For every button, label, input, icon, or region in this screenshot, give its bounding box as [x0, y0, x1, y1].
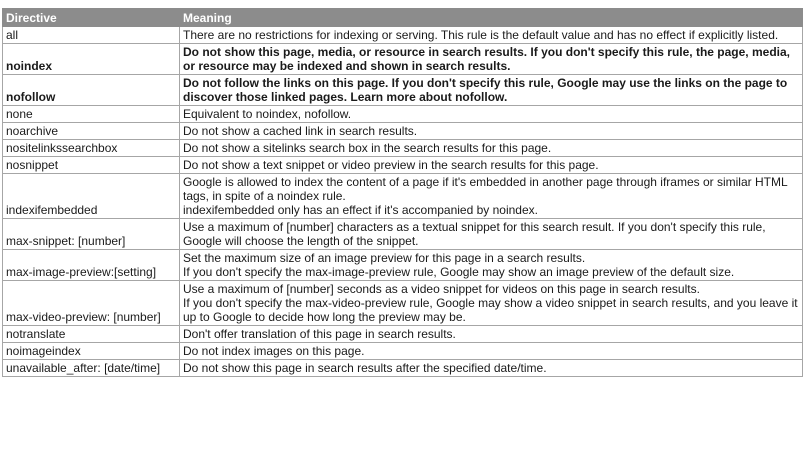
meaning-line: Do not show a sitelinks search box in the search results for this page. — [183, 141, 552, 155]
table-row — [3, 75, 803, 106]
table-header-row — [3, 9, 803, 27]
directive-column-header: Directive — [3, 9, 180, 27]
meaning-line: If you don't specify the max-video-preview rule, Google may show a video snippet in search results, and you leave it up to Google to decide how long the preview may be. — [183, 296, 798, 324]
directive-cell: unavailable_after: [date/time] — [3, 360, 180, 377]
meaning-cell — [180, 123, 803, 140]
table-row — [3, 219, 803, 250]
table-row — [3, 27, 803, 44]
meaning-line: Google is allowed to index the content of a page if it's embedded in another page through iframes or similar HTML tags, in spite of a noindex rule. — [183, 175, 788, 203]
meaning-line: Use a maximum of [number] characters as a textual snippet for this search result. If you don't specify this rule, Google will choose the length of the snippet. — [183, 220, 766, 248]
meaning-cell — [180, 44, 803, 75]
meaning-cell — [180, 219, 803, 250]
directive-cell: nofollow — [3, 75, 180, 106]
robots-directives-table — [2, 8, 803, 377]
table-row — [3, 157, 803, 174]
meaning-line: Set the maximum size of an image preview for this page in a search results. — [183, 251, 586, 265]
table-row — [3, 106, 803, 123]
meaning-line: Do not show a text snippet or video preview in the search results for this page. — [183, 158, 599, 172]
meaning-cell — [180, 174, 803, 219]
table-row — [3, 343, 803, 360]
table-row — [3, 123, 803, 140]
meaning-line: There are no restrictions for indexing or serving. This rule is the default value and has no effect if explicitly listed. — [183, 28, 779, 42]
directive-cell: notranslate — [3, 326, 180, 343]
directive-cell: all — [3, 27, 180, 44]
directive-cell: nositelinkssearchbox — [3, 140, 180, 157]
table-row — [3, 326, 803, 343]
meaning-line: Equivalent to noindex, nofollow. — [183, 107, 352, 121]
directive-cell: none — [3, 106, 180, 123]
meaning-cell — [180, 360, 803, 377]
meaning-cell — [180, 281, 803, 326]
meaning-cell — [180, 140, 803, 157]
meaning-line: Use a maximum of [number] seconds as a video snippet for videos on this page in search results. — [183, 282, 700, 296]
directive-cell: noarchive — [3, 123, 180, 140]
meaning-cell — [180, 75, 803, 106]
table-body — [3, 27, 803, 377]
directive-cell: max-video-preview: [number] — [3, 281, 180, 326]
meaning-cell — [180, 106, 803, 123]
table-row — [3, 174, 803, 219]
directive-cell: noindex — [3, 44, 180, 75]
meaning-cell — [180, 27, 803, 44]
meaning-cell — [180, 326, 803, 343]
table-row — [3, 250, 803, 281]
table-row — [3, 44, 803, 75]
meaning-line: Do not show this page, media, or resource in search results. If you don't specify this rule, the page, media, or resource may be indexed and shown in search results. — [183, 45, 790, 73]
meaning-cell — [180, 343, 803, 360]
meaning-line: Do not show a cached link in search results. — [183, 124, 418, 138]
meaning-cell — [180, 250, 803, 281]
directive-cell: noimageindex — [3, 343, 180, 360]
meaning-line: Do not follow the links on this page. If you don't specify this rule, Google may use the links on the page to discover those linked pages. Learn more about nofollow. — [183, 76, 788, 104]
meaning-cell — [180, 157, 803, 174]
meaning-line: indexifembedded only has an effect if it's accompanied by noindex. — [183, 203, 538, 217]
meaning-line: Do not index images on this page. — [183, 344, 365, 358]
table-row — [3, 281, 803, 326]
meaning-line: Don't offer translation of this page in search results. — [183, 327, 456, 341]
meaning-column-header: Meaning — [180, 9, 803, 27]
directive-cell: max-snippet: [number] — [3, 219, 180, 250]
directive-cell: nosnippet — [3, 157, 180, 174]
table-row — [3, 360, 803, 377]
meaning-line: Do not show this page in search results after the specified date/time. — [183, 361, 547, 375]
directive-cell: indexifembedded — [3, 174, 180, 219]
table-row — [3, 140, 803, 157]
meaning-line: If you don't specify the max-image-preview rule, Google may show an image preview of the default size. — [183, 265, 735, 279]
directive-cell: max-image-preview:[setting] — [3, 250, 180, 281]
